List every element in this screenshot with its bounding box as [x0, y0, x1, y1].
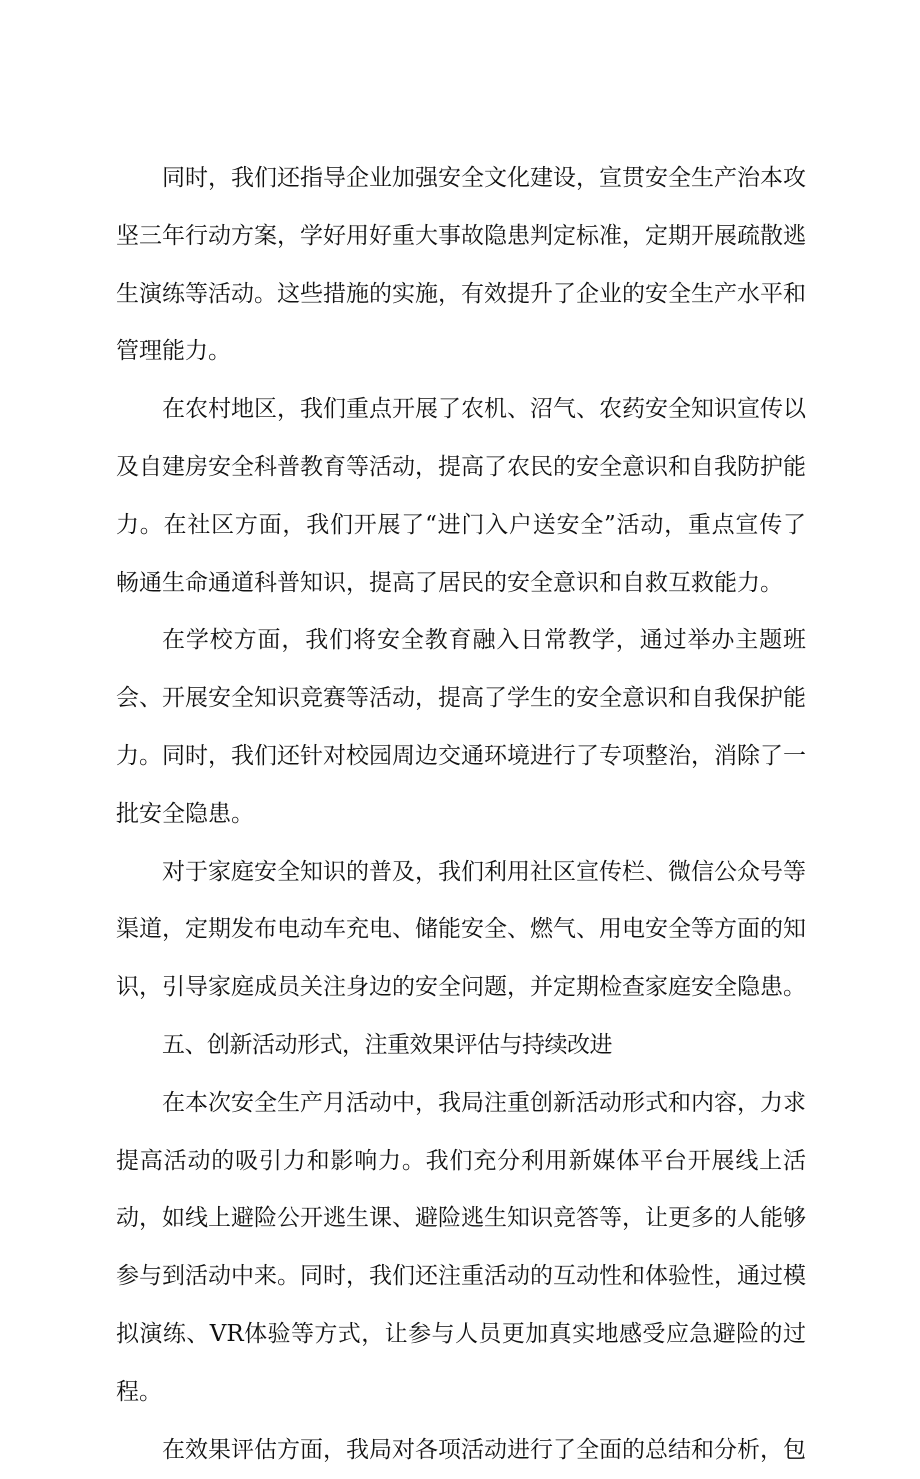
section-heading: 五、创新活动形式，注重效果评估与持续改进 [162, 1031, 612, 1058]
paragraph-innovation: 在本次安全生产月活动中，我局注重创新活动形式和内容，力求提高活动的吸引力和影响力。我们充分利用新媒体平台开展线上活动，如线上避险公开逃生课、避险逃生知识竞答等，让更多的人能够参与到活动中来。同时，我们还注重活动的互动性和体验性，通过模拟演练、VR体验等方式，让参与人员更加真实地感受应急避险的过程。 [116, 1089, 806, 1405]
paragraph-enterprise-culture: 同时，我们还指导企业加强安全文化建设，宣贯安全生产治本攻坚三年行动方案，学好用好重大事故隐患判定标准，定期开展疏散逃生演练等活动。这些措施的实施，有效提升了企业的安全生产水平和管理能力。 [116, 165, 806, 365]
paragraph-schools: 在学校方面，我们将安全教育融入日常教学，通过举办主题班会、开展安全知识竞赛等活动，提高了学生的安全意识和自我保护能力。同时，我们还针对校园周边交通环境进行了专项整治，消除了一批安全隐患。 [116, 627, 806, 827]
document-page [116, 150, 806, 1479]
paragraph-rural-community: 在农村地区，我们重点开展了农机、沼气、农药安全知识宣传以及自建房安全科普教育等活动，提高了农民的安全意识和自我防护能力。在社区方面，我们开展了“进门入户送安全”活动，重点宣传了畅通生命通道科普知识，提高了居民的安全意识和自救互救能力。 [116, 396, 806, 596]
paragraph-family-safety: 对于家庭安全知识的普及，我们利用社区宣传栏、微信公众号等渠道，定期发布电动车充电、储能安全、燃气、用电安全等方面的知识，引导家庭成员关注身边的安全问题，并定期检查家庭安全隐患。 [116, 858, 806, 1001]
paragraph-evaluation: 在效果评估方面，我局对各项活动进行了全面的总结和分析，包 [162, 1436, 806, 1463]
